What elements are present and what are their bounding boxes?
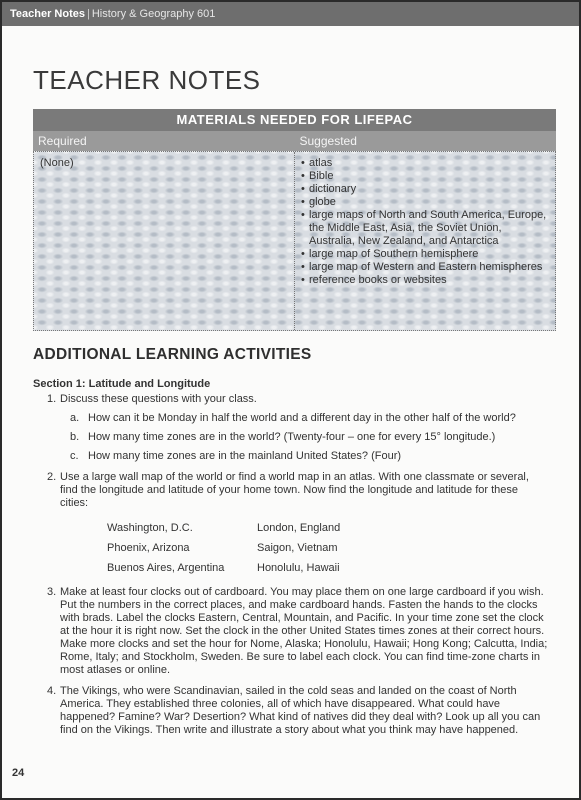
page-title: TEACHER NOTES bbox=[33, 65, 261, 95]
sub-letter: a. bbox=[70, 412, 80, 424]
item-text: The Vikings, who were Scandinavian, sailed in the cold seas and landed on the coast of North America. They established three colonies, all of which have disappeared. What could have happened? Famine? War? Desertion? What kind of natives did they deal with? Look up all you can find on the Vikings. Then write and illustrate a story about what you think may have happened. bbox=[60, 685, 541, 736]
sub-question bbox=[60, 431, 548, 444]
item-number: 4. bbox=[47, 685, 57, 697]
sub-text: How can it be Monday in half the world and a different day in the other half of the world? bbox=[88, 412, 516, 424]
place-name: Saigon, Vietnam bbox=[257, 542, 338, 554]
required-column bbox=[34, 152, 294, 330]
sub-text: How many time zones are in the world? (Twenty-four – one for every 15° longitude.) bbox=[88, 431, 496, 443]
place-name: Honolulu, Hawaii bbox=[257, 562, 340, 574]
activities-heading: ADDITIONAL LEARNING ACTIVITIES bbox=[33, 346, 312, 363]
sub-text: How many time zones are in the mainland United States? (Four) bbox=[88, 450, 402, 462]
page-number: 24 bbox=[12, 767, 25, 779]
suggested-item: • reference books or websites bbox=[301, 274, 549, 287]
place-name: Washington, D.C. bbox=[107, 522, 193, 534]
suggested-list bbox=[301, 157, 549, 287]
suggested-item: • large maps of North and South America, Europe, the Middle East, Asia, the Soviet Union, Australia, New Zealand, and Antarctica bbox=[301, 209, 549, 248]
item-number: 3. bbox=[47, 586, 57, 598]
places-row bbox=[107, 538, 548, 558]
activity-item bbox=[33, 471, 548, 578]
places-table bbox=[107, 518, 548, 578]
item-number: 2. bbox=[47, 471, 57, 483]
header-section: Teacher Notes bbox=[10, 8, 85, 20]
materials-table bbox=[33, 109, 556, 331]
suggested-item: • atlas bbox=[301, 157, 549, 170]
suggested-item: • globe bbox=[301, 196, 549, 209]
header-subject: History & Geography 601 bbox=[91, 8, 216, 20]
suggested-item: • Bible bbox=[301, 170, 549, 183]
running-header bbox=[2, 2, 579, 26]
item-text: Use a large wall map of the world or find a world map in an atlas. With one classmate or several, find the longitude and latitude of your home town. Now find the longitude and latitude for these cities: bbox=[60, 471, 529, 509]
item-text: Discuss these questions with your class. bbox=[60, 393, 257, 405]
sub-question bbox=[60, 450, 548, 463]
item-number: 1. bbox=[47, 393, 57, 405]
place-name: Buenos Aires, Argentina bbox=[107, 562, 225, 574]
place-name: Phoenix, Arizona bbox=[107, 542, 190, 554]
place-name: London, England bbox=[257, 522, 341, 534]
materials-column-headers bbox=[33, 131, 556, 151]
suggested-item: • large map of Southern hemisphere bbox=[301, 248, 549, 261]
places-row bbox=[107, 558, 548, 578]
sub-letter: b. bbox=[70, 431, 80, 443]
places-row bbox=[107, 518, 548, 538]
item-text: Make at least four clocks out of cardboard. You may place them on one large cardboard if you wish. Put the numbers in the correct places, and make cardboard hands. Fasten the hands to the clocks with brads. Label the clocks Eastern, Central, Mountain, and Pacific. In your time zone set the clock at the hour it is right now. Set the clock in the other United States times zones at their correct hours. Make more clocks and set the hour for Nome, Alaska; Honolulu, Hawaii; Hong Kong; Calcutta, India; Rome, Italy; and Stockholm, Sweden. Be sure to label each clock. You can find time-zone charts in most atlases or online. bbox=[60, 586, 548, 676]
activities-content bbox=[33, 378, 548, 745]
suggested-item: • dictionary bbox=[301, 183, 549, 196]
header-separator: | bbox=[87, 8, 90, 20]
required-header: Required bbox=[38, 134, 87, 148]
required-item: (None) bbox=[40, 157, 74, 169]
materials-body bbox=[33, 151, 556, 331]
sub-letter: c. bbox=[70, 450, 79, 462]
sub-question bbox=[60, 412, 548, 425]
activity-item bbox=[33, 685, 548, 737]
suggested-header: Suggested bbox=[299, 134, 357, 148]
suggested-column bbox=[294, 152, 555, 330]
suggested-item: • large map of Western and Eastern hemispheres bbox=[301, 261, 549, 274]
activity-item bbox=[33, 586, 548, 677]
activity-item bbox=[33, 393, 548, 463]
section-title: Section 1: Latitude and Longitude bbox=[33, 378, 211, 390]
materials-heading: MATERIALS NEEDED FOR LIFEPAC bbox=[33, 109, 556, 131]
